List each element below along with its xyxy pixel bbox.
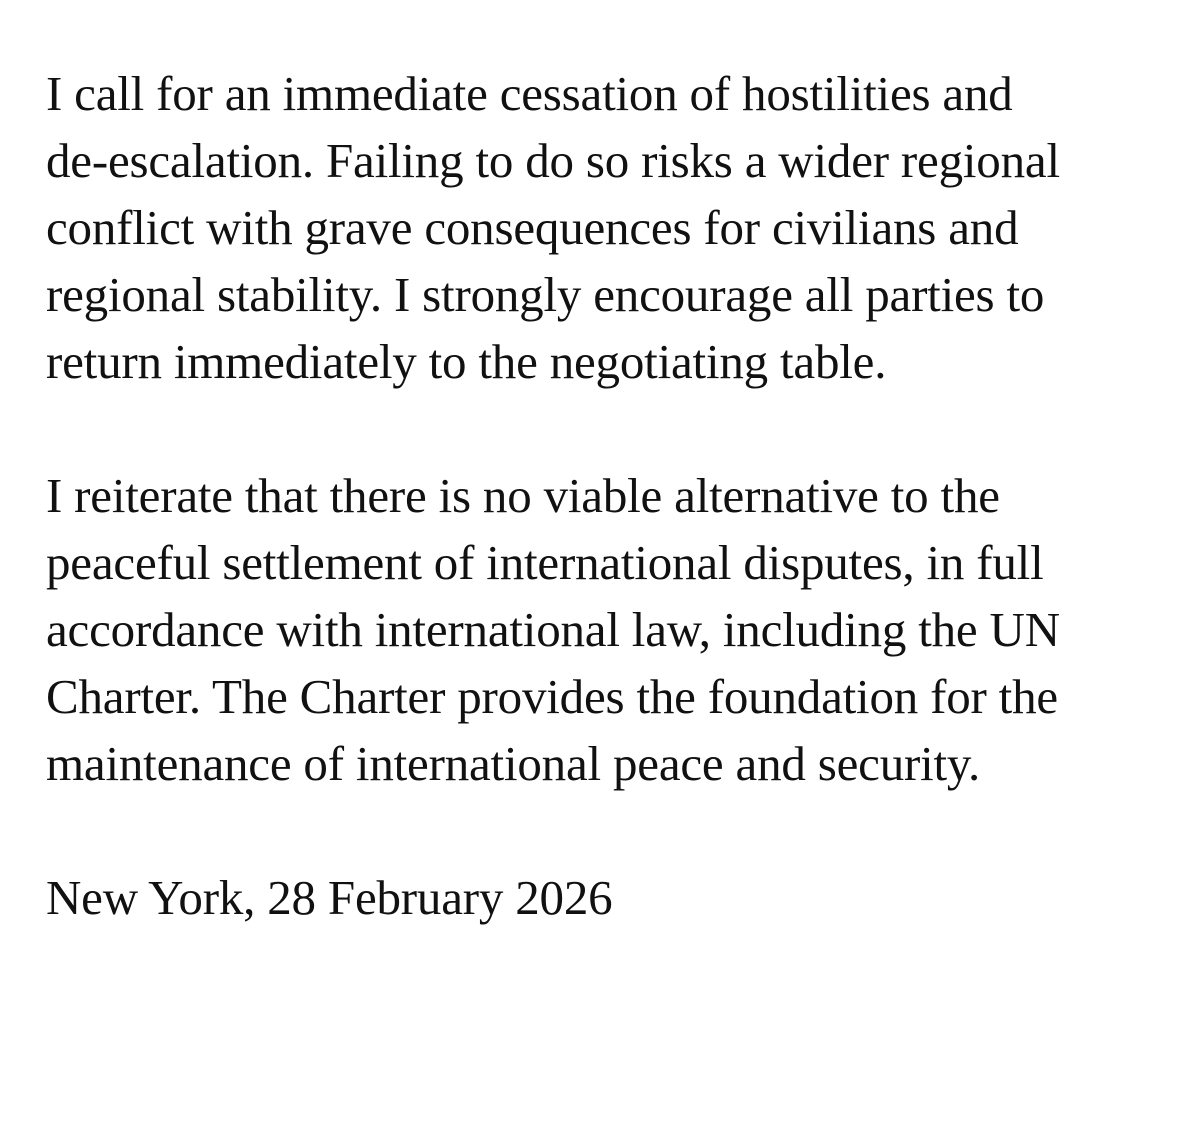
- paragraph-line: peaceful settlement of international disputes, in full: [46, 535, 1044, 590]
- dateline-text: New York, 28 February 2026: [46, 870, 613, 925]
- statement-paragraph-1: [46, 60, 1186, 395]
- paragraph-line: I call for an immediate cessation of hostilities and: [46, 66, 1013, 121]
- paragraph-line: I reiterate that there is no viable alternative to the: [46, 468, 1000, 523]
- document-body: [46, 60, 1186, 931]
- paragraph-line: accordance with international law, including the UN: [46, 602, 1060, 657]
- paragraph-line: maintenance of international peace and security.: [46, 736, 981, 791]
- paragraph-line: de-escalation. Failing to do so risks a wider regional: [46, 133, 1060, 188]
- statement-paragraph-2: [46, 462, 1186, 797]
- paragraph-line: Charter. The Charter provides the foundation for the: [46, 669, 1058, 724]
- paragraph-line: regional stability. I strongly encourage all parties to: [46, 267, 1045, 322]
- dateline: [46, 864, 1186, 931]
- paragraph-line: conflict with grave consequences for civilians and: [46, 200, 1019, 255]
- paragraph-line: return immediately to the negotiating table.: [46, 334, 887, 389]
